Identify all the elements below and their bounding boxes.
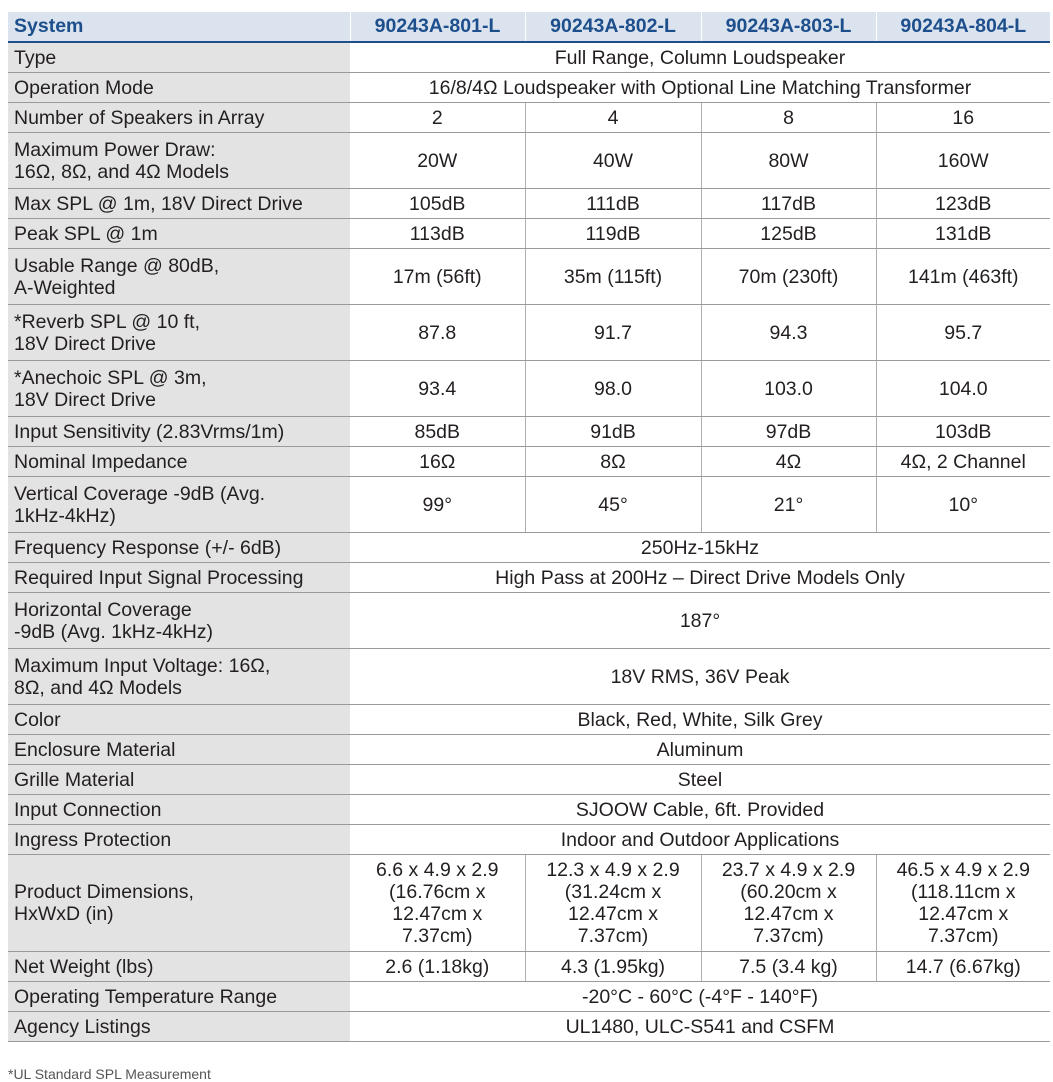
row-value: Aluminum — [350, 735, 1050, 765]
row-ingress-protection — [8, 825, 1050, 855]
cell-value: 111dB — [525, 189, 701, 219]
row-net-weight — [8, 952, 1050, 982]
cell-value: 87.8 — [350, 305, 525, 361]
cell-value: 117dB — [701, 189, 876, 219]
cell-value: 160W — [876, 133, 1050, 189]
row-label: Usable Range @ 80dB, A-Weighted — [8, 249, 350, 305]
cell-value: 23.7 x 4.9 x 2.9 (60.20cm x 12.47cm x 7.37cm) — [701, 855, 876, 952]
cell-value: 16Ω — [350, 447, 525, 477]
cell-value: 91dB — [525, 417, 701, 447]
row-label: Maximum Input Voltage: 16Ω, 8Ω, and 4Ω Models — [8, 649, 350, 705]
cell-value: 17m (56ft) — [350, 249, 525, 305]
row-label: Required Input Signal Processing — [8, 563, 350, 593]
row-vertical-coverage — [8, 477, 1050, 533]
cell-value: 8Ω — [525, 447, 701, 477]
row-operation-mode — [8, 73, 1050, 103]
cell-value: 94.3 — [701, 305, 876, 361]
row-label: Input Connection — [8, 795, 350, 825]
row-num-speakers — [8, 103, 1050, 133]
row-agency-listings — [8, 1012, 1050, 1042]
row-frequency-response — [8, 533, 1050, 563]
row-label: Type — [8, 42, 350, 73]
row-label: Net Weight (lbs) — [8, 952, 350, 982]
row-label: *Anechoic SPL @ 3m, 18V Direct Drive — [8, 361, 350, 417]
cell-value: 12.3 x 4.9 x 2.9 (31.24cm x 12.47cm x 7.37cm) — [525, 855, 701, 952]
row-label: Vertical Coverage -9dB (Avg. 1kHz-4kHz) — [8, 477, 350, 533]
row-label: Horizontal Coverage -9dB (Avg. 1kHz-4kHz) — [8, 593, 350, 649]
model-header: 90243A-804-L — [876, 12, 1050, 42]
cell-value: 91.7 — [525, 305, 701, 361]
row-value: 187° — [350, 593, 1050, 649]
cell-value: 21° — [701, 477, 876, 533]
cell-value: 125dB — [701, 219, 876, 249]
row-operating-temp — [8, 982, 1050, 1012]
row-signal-processing — [8, 563, 1050, 593]
cell-value: 2 — [350, 103, 525, 133]
cell-value: 70m (230ft) — [701, 249, 876, 305]
row-label: Ingress Protection — [8, 825, 350, 855]
row-value: Full Range, Column Loudspeaker — [350, 42, 1050, 73]
row-label: Number of Speakers in Array — [8, 103, 350, 133]
row-value: 18V RMS, 36V Peak — [350, 649, 1050, 705]
row-type — [8, 42, 1050, 73]
cell-value: 6.6 x 4.9 x 2.9 (16.76cm x 12.47cm x 7.37cm) — [350, 855, 525, 952]
row-label: Product Dimensions, HxWxD (in) — [8, 855, 350, 952]
cell-value: 123dB — [876, 189, 1050, 219]
row-value: 250Hz-15kHz — [350, 533, 1050, 563]
row-label: Operating Temperature Range — [8, 982, 350, 1012]
cell-value: 141m (463ft) — [876, 249, 1050, 305]
row-peak-spl — [8, 219, 1050, 249]
row-label: Enclosure Material — [8, 735, 350, 765]
row-label: Operation Mode — [8, 73, 350, 103]
cell-value: 14.7 (6.67kg) — [876, 952, 1050, 982]
row-label: Agency Listings — [8, 1012, 350, 1042]
row-value: Black, Red, White, Silk Grey — [350, 705, 1050, 735]
row-value: -20°C - 60°C (-4°F - 140°F) — [350, 982, 1050, 1012]
row-usable-range — [8, 249, 1050, 305]
cell-value: 35m (115ft) — [525, 249, 701, 305]
header-row — [8, 12, 1050, 42]
row-label: Nominal Impedance — [8, 447, 350, 477]
row-grille-material — [8, 765, 1050, 795]
row-value: SJOOW Cable, 6ft. Provided — [350, 795, 1050, 825]
row-anechoic-spl — [8, 361, 1050, 417]
cell-value: 103.0 — [701, 361, 876, 417]
row-value: High Pass at 200Hz – Direct Drive Models Only — [350, 563, 1050, 593]
row-value: UL1480, ULC-S541 and CSFM — [350, 1012, 1050, 1042]
row-value: Indoor and Outdoor Applications — [350, 825, 1050, 855]
row-label: *Reverb SPL @ 10 ft, 18V Direct Drive — [8, 305, 350, 361]
row-reverb-spl — [8, 305, 1050, 361]
row-label: Peak SPL @ 1m — [8, 219, 350, 249]
cell-value: 93.4 — [350, 361, 525, 417]
row-enclosure-material — [8, 735, 1050, 765]
cell-value: 99° — [350, 477, 525, 533]
row-color — [8, 705, 1050, 735]
cell-value: 8 — [701, 103, 876, 133]
row-max-input-voltage — [8, 649, 1050, 705]
cell-value: 105dB — [350, 189, 525, 219]
model-header: 90243A-803-L — [701, 12, 876, 42]
cell-value: 46.5 x 4.9 x 2.9 (118.11cm x 12.47cm x 7.37cm) — [876, 855, 1050, 952]
row-label: Max SPL @ 1m, 18V Direct Drive — [8, 189, 350, 219]
cell-value: 7.5 (3.4 kg) — [701, 952, 876, 982]
footnote: *UL Standard SPL Measurement — [8, 1066, 211, 1082]
cell-value: 95.7 — [876, 305, 1050, 361]
row-max-spl — [8, 189, 1050, 219]
model-header: 90243A-801-L — [350, 12, 525, 42]
cell-value: 4Ω — [701, 447, 876, 477]
cell-value: 131dB — [876, 219, 1050, 249]
cell-value: 4.3 (1.95kg) — [525, 952, 701, 982]
spec-table — [8, 12, 1050, 1042]
cell-value: 119dB — [525, 219, 701, 249]
cell-value: 80W — [701, 133, 876, 189]
row-value: 16/8/4Ω Loudspeaker with Optional Line Matching Transformer — [350, 73, 1050, 103]
row-max-power — [8, 133, 1050, 189]
row-label: Color — [8, 705, 350, 735]
cell-value: 10° — [876, 477, 1050, 533]
row-value: Steel — [350, 765, 1050, 795]
row-horizontal-coverage — [8, 593, 1050, 649]
cell-value: 2.6 (1.18kg) — [350, 952, 525, 982]
row-dimensions — [8, 855, 1050, 952]
cell-value: 4 — [525, 103, 701, 133]
row-label: Grille Material — [8, 765, 350, 795]
cell-value: 20W — [350, 133, 525, 189]
cell-value: 16 — [876, 103, 1050, 133]
cell-value: 40W — [525, 133, 701, 189]
cell-value: 85dB — [350, 417, 525, 447]
cell-value: 104.0 — [876, 361, 1050, 417]
cell-value: 4Ω, 2 Channel — [876, 447, 1050, 477]
cell-value: 113dB — [350, 219, 525, 249]
cell-value: 98.0 — [525, 361, 701, 417]
cell-value: 97dB — [701, 417, 876, 447]
row-label: Frequency Response (+/- 6dB) — [8, 533, 350, 563]
cell-value: 45° — [525, 477, 701, 533]
model-header: 90243A-802-L — [525, 12, 701, 42]
row-nominal-impedance — [8, 447, 1050, 477]
cell-value: 103dB — [876, 417, 1050, 447]
row-input-sensitivity — [8, 417, 1050, 447]
system-header: System — [8, 12, 350, 42]
row-input-connection — [8, 795, 1050, 825]
row-label: Input Sensitivity (2.83Vrms/1m) — [8, 417, 350, 447]
row-label: Maximum Power Draw: 16Ω, 8Ω, and 4Ω Models — [8, 133, 350, 189]
